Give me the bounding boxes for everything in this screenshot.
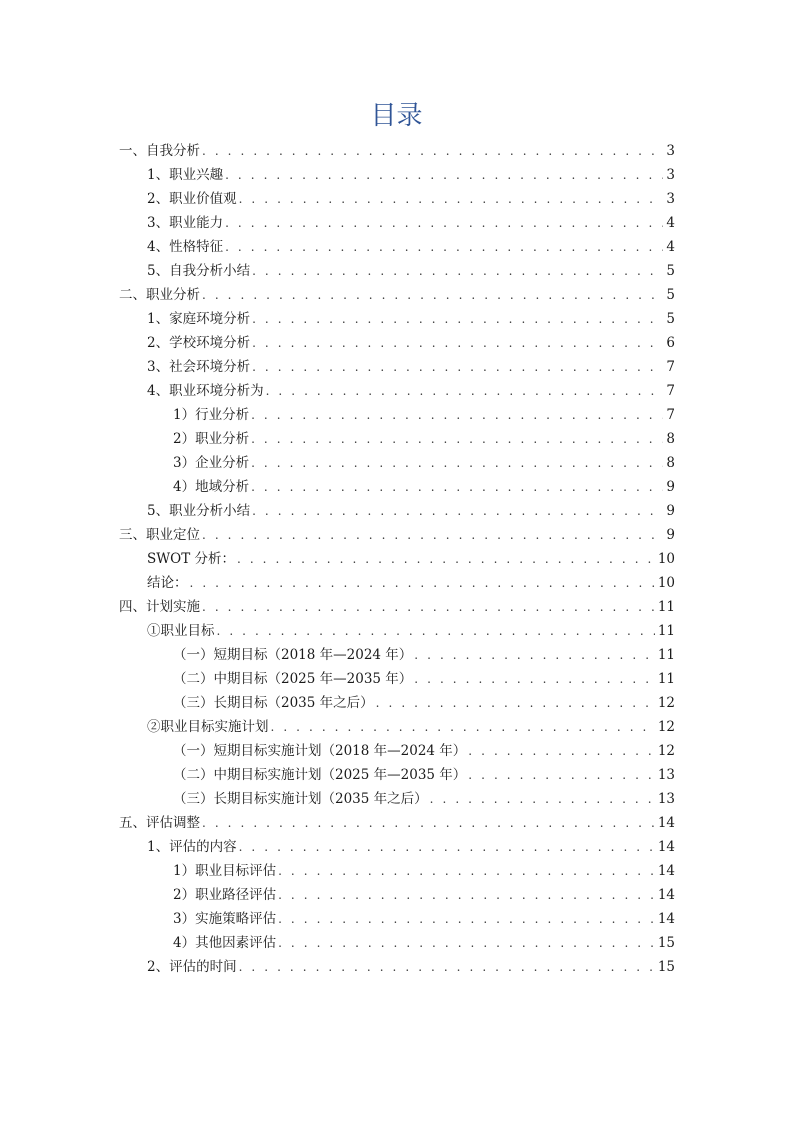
toc-dot-leader — [202, 283, 663, 307]
toc-entry-page-number: 13 — [657, 791, 675, 807]
toc-dot-leader — [271, 715, 655, 739]
toc-entry[interactable] — [119, 763, 675, 787]
toc-dot-leader — [251, 475, 663, 499]
toc-entry[interactable] — [119, 835, 675, 859]
toc-dot-leader — [252, 259, 663, 283]
toc-dot-leader — [266, 379, 664, 403]
toc-entry[interactable] — [119, 619, 675, 643]
toc-entry-label: 结论： — [147, 575, 188, 591]
toc-entry-page-number: 8 — [666, 455, 675, 471]
toc-entry[interactable] — [119, 331, 675, 355]
toc-entry-label: 3）企业分析 — [173, 455, 250, 471]
toc-entry-label: 3、社会环境分析 — [147, 359, 251, 375]
toc-entry-label: 一、自我分析 — [119, 143, 200, 159]
toc-entry-page-number: 13 — [657, 767, 675, 783]
toc-entry-page-number: 4 — [666, 239, 675, 255]
toc-dot-leader — [251, 427, 663, 451]
toc-entry[interactable] — [119, 475, 675, 499]
toc-dot-leader — [251, 451, 663, 475]
toc-entry[interactable] — [119, 955, 675, 979]
toc-entry-label: 五、评估调整 — [119, 815, 200, 831]
toc-dot-leader — [225, 235, 663, 259]
toc-entry-page-number: 7 — [666, 383, 675, 399]
toc-entry-page-number: 10 — [657, 575, 675, 591]
toc-entry[interactable] — [119, 355, 675, 379]
toc-entry[interactable] — [119, 427, 675, 451]
toc-entry-label: 2）职业分析 — [173, 431, 250, 447]
toc-dot-leader — [278, 931, 655, 955]
toc-dot-leader — [225, 163, 663, 187]
toc-entry[interactable] — [119, 211, 675, 235]
toc-dot-leader — [376, 691, 655, 715]
toc-entry[interactable] — [119, 931, 675, 955]
toc-dot-leader — [430, 787, 655, 811]
toc-entry-label: （二）中期目标（2025 年—2035 年） — [173, 671, 413, 687]
toc-dot-leader — [251, 403, 663, 427]
toc-dot-leader — [252, 307, 663, 331]
toc-entry-label: （一）短期目标（2018 年—2024 年） — [173, 647, 413, 663]
toc-entry-label: 4、性格特征 — [147, 239, 224, 255]
toc-entry-page-number: 12 — [657, 719, 675, 735]
toc-dot-leader — [239, 187, 664, 211]
toc-entry-page-number: 3 — [666, 167, 675, 183]
toc-entry-page-number: 11 — [657, 647, 675, 663]
toc-entry-label: （三）长期目标实施计划（2035 年之后） — [173, 791, 428, 807]
toc-dot-leader — [468, 739, 655, 763]
toc-entry-page-number: 15 — [657, 935, 675, 951]
toc-entry[interactable] — [119, 907, 675, 931]
toc-entry[interactable] — [119, 739, 675, 763]
toc-entry[interactable] — [119, 139, 675, 163]
toc-entry-label: 3）实施策略评估 — [173, 911, 277, 927]
toc-dot-leader — [202, 523, 663, 547]
toc-entry-page-number: 14 — [657, 839, 675, 855]
toc-entry[interactable] — [119, 859, 675, 883]
toc-entry-page-number: 5 — [666, 287, 675, 303]
toc-entry-page-number: 15 — [657, 959, 675, 975]
toc-entry-page-number: 8 — [666, 431, 675, 447]
toc-entry-label: （三）长期目标（2035 年之后） — [173, 695, 374, 711]
toc-dot-leader — [278, 859, 655, 883]
toc-dot-leader — [202, 139, 663, 163]
toc-entry[interactable] — [119, 403, 675, 427]
toc-entry-page-number: 7 — [666, 359, 675, 375]
toc-entry-label: 三、职业定位 — [119, 527, 200, 543]
toc-entry[interactable] — [119, 715, 675, 739]
toc-entry[interactable] — [119, 787, 675, 811]
toc-entry-label: 5、职业分析小结 — [147, 503, 251, 519]
toc-dot-leader — [414, 667, 655, 691]
toc-entry-label: 1、评估的内容 — [147, 839, 237, 855]
toc-entry-page-number: 5 — [666, 263, 675, 279]
toc-dot-leader — [278, 907, 655, 931]
toc-dot-leader — [202, 811, 655, 835]
toc-entry-page-number: 7 — [666, 407, 675, 423]
toc-entry-label: （一）短期目标实施计划（2018 年—2024 年） — [173, 743, 467, 759]
toc-dot-leader — [278, 883, 655, 907]
toc-entry[interactable] — [119, 307, 675, 331]
toc-entry-page-number: 14 — [657, 911, 675, 927]
toc-entry[interactable] — [119, 883, 675, 907]
toc-entry-page-number: 12 — [657, 695, 675, 711]
toc-entry[interactable] — [119, 691, 675, 715]
toc-entry[interactable] — [119, 595, 675, 619]
toc-entry[interactable] — [119, 667, 675, 691]
toc-dot-leader — [252, 331, 663, 355]
toc-entry-page-number: 6 — [666, 335, 675, 351]
toc-entry[interactable] — [119, 571, 675, 595]
toc-entry-label: 2）职业路径评估 — [173, 887, 277, 903]
toc-entry-label: 3、职业能力 — [147, 215, 224, 231]
toc-entry-page-number: 9 — [666, 479, 675, 495]
toc-entry-page-number: 14 — [657, 815, 675, 831]
toc-entry-label: SWOT 分析： — [147, 551, 235, 567]
toc-entry-page-number: 11 — [657, 599, 675, 615]
toc-entry[interactable] — [119, 187, 675, 211]
toc-entry-label: ②职业目标实施计划 — [147, 719, 269, 735]
toc-dot-leader — [190, 571, 655, 595]
toc-entry-page-number: 5 — [666, 311, 675, 327]
toc-entry-page-number: 11 — [657, 623, 675, 639]
toc-dot-leader — [239, 955, 655, 979]
toc-entry-page-number: 12 — [657, 743, 675, 759]
table-of-contents — [119, 139, 675, 979]
toc-entry[interactable] — [119, 547, 675, 571]
toc-entry-page-number: 4 — [666, 215, 675, 231]
toc-dot-leader — [414, 643, 655, 667]
toc-entry[interactable] — [119, 523, 675, 547]
toc-entry[interactable] — [119, 451, 675, 475]
toc-entry[interactable] — [119, 163, 675, 187]
toc-entry-page-number: 14 — [657, 863, 675, 879]
toc-entry-page-number: 11 — [657, 671, 675, 687]
toc-entry-page-number: 9 — [666, 503, 675, 519]
toc-entry-label: （二）中期目标实施计划（2025 年—2035 年） — [173, 767, 467, 783]
toc-dot-leader — [237, 547, 655, 571]
toc-entry-label: 四、计划实施 — [119, 599, 200, 615]
toc-entry[interactable] — [119, 259, 675, 283]
toc-entry[interactable] — [119, 811, 675, 835]
toc-entry-label: 2、职业价值观 — [147, 191, 237, 207]
toc-entry-label: 4）地域分析 — [173, 479, 250, 495]
toc-dot-leader — [202, 595, 655, 619]
toc-entry-page-number: 9 — [666, 527, 675, 543]
toc-entry-label: 5、自我分析小结 — [147, 263, 251, 279]
toc-entry-label: ①职业目标 — [147, 623, 215, 639]
toc-entry-page-number: 14 — [657, 887, 675, 903]
toc-entry-page-number: 3 — [666, 191, 675, 207]
toc-entry-label: 1、职业兴趣 — [147, 167, 224, 183]
toc-entry-label: 4）其他因素评估 — [173, 935, 277, 951]
toc-entry[interactable] — [119, 283, 675, 307]
toc-dot-leader — [252, 355, 663, 379]
toc-entry[interactable] — [119, 499, 675, 523]
toc-entry-label: 2、评估的时间 — [147, 959, 237, 975]
toc-dot-leader — [217, 619, 655, 643]
toc-entry-label: 1、家庭环境分析 — [147, 311, 251, 327]
toc-entry-label: 1）行业分析 — [173, 407, 250, 423]
toc-entry-label: 二、职业分析 — [119, 287, 200, 303]
toc-entry-label: 1）职业目标评估 — [173, 863, 277, 879]
toc-dot-leader — [468, 763, 655, 787]
toc-entry-page-number: 10 — [657, 551, 675, 567]
toc-dot-leader — [225, 211, 663, 235]
toc-entry-label: 4、职业环境分析为 — [147, 383, 264, 399]
toc-entry[interactable] — [119, 235, 675, 259]
toc-dot-leader — [239, 835, 655, 859]
toc-entry[interactable] — [119, 379, 675, 403]
toc-entry-label: 2、学校环境分析 — [147, 335, 251, 351]
toc-entry-page-number: 3 — [666, 143, 675, 159]
toc-dot-leader — [252, 499, 663, 523]
toc-title: 目录 — [370, 101, 423, 131]
toc-entry[interactable] — [119, 643, 675, 667]
